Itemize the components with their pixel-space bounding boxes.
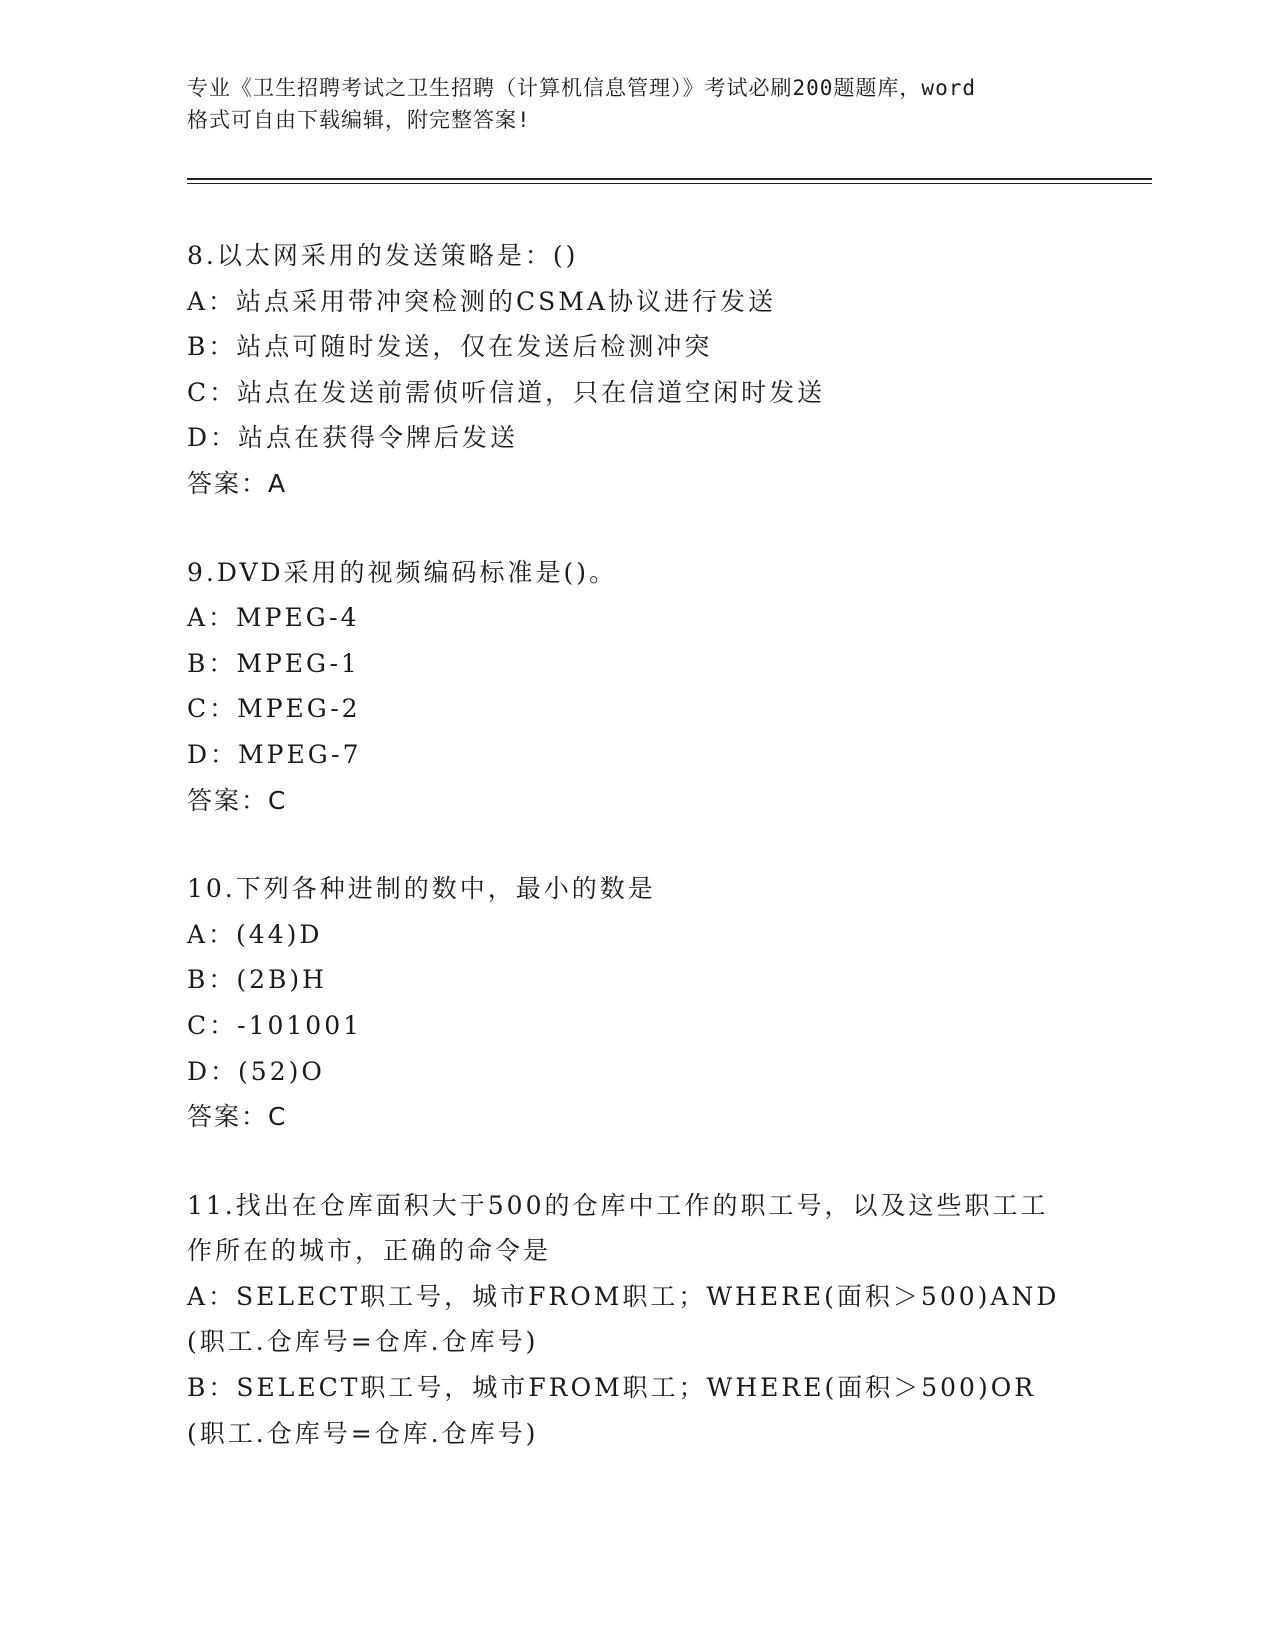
question-list: [187, 233, 1087, 1499]
header-divider-thin: [187, 183, 1152, 184]
answer-key: 答案：C: [187, 785, 288, 815]
option-b: B：MPEG-1: [187, 648, 360, 678]
option-b: B：(2B)H: [187, 965, 327, 995]
option-c: C：站点在发送前需侦听信道，只在信道空闲时发送: [187, 377, 826, 407]
header-line-1: 专业《卫生招聘考试之卫生招聘（计算机信息管理）》考试必刷200题题库，word: [187, 76, 976, 100]
question-9: [187, 550, 1087, 824]
option-a: A：MPEG-4: [187, 603, 360, 633]
option-d: D：(52)O: [187, 1056, 325, 1086]
option-d: D：MPEG-7: [187, 739, 362, 769]
question-10: [187, 866, 1087, 1140]
option-a: A：站点采用带冲突检测的CSMA协议进行发送: [187, 286, 776, 316]
answer-key: 答案：C: [187, 1102, 288, 1132]
question-11: [187, 1183, 1087, 1457]
question-stem: 8.以太网采用的发送策略是：(): [187, 241, 579, 270]
question-stem: 10.下列各种进制的数中，最小的数是: [187, 874, 656, 904]
option-b: B：站点可随时发送，仅在发送后检测冲突: [187, 332, 713, 362]
option-d: D：站点在获得令牌后发送: [187, 423, 519, 453]
option-a: A：(44)D: [187, 919, 323, 949]
question-stem: 9.DVD采用的视频编码标准是()。: [187, 557, 618, 587]
question-stem: 11.找出在仓库面积大于500的仓库中工作的职工号，以及这些职工工作所在的城市，正确的命令是: [187, 1190, 1049, 1266]
document-header: [187, 72, 1087, 136]
option-a: A：SELECT职工号，城市FROM职工；WHERE(面积＞500)AND(职工.仓库号=仓库.仓库号): [187, 1281, 1060, 1357]
question-8: [187, 233, 1087, 507]
option-b: B：SELECT职工号，城市FROM职工；WHERE(面积＞500)OR(职工.仓库号=仓库.仓库号): [187, 1373, 1037, 1448]
answer-key: 答案：A: [187, 468, 288, 498]
header-line-2: 格式可自由下载编辑，附完整答案!: [187, 108, 531, 132]
header-divider-thick: [187, 178, 1152, 180]
option-c: C：-101001: [187, 1010, 363, 1040]
option-c: C：MPEG-2: [187, 694, 361, 724]
